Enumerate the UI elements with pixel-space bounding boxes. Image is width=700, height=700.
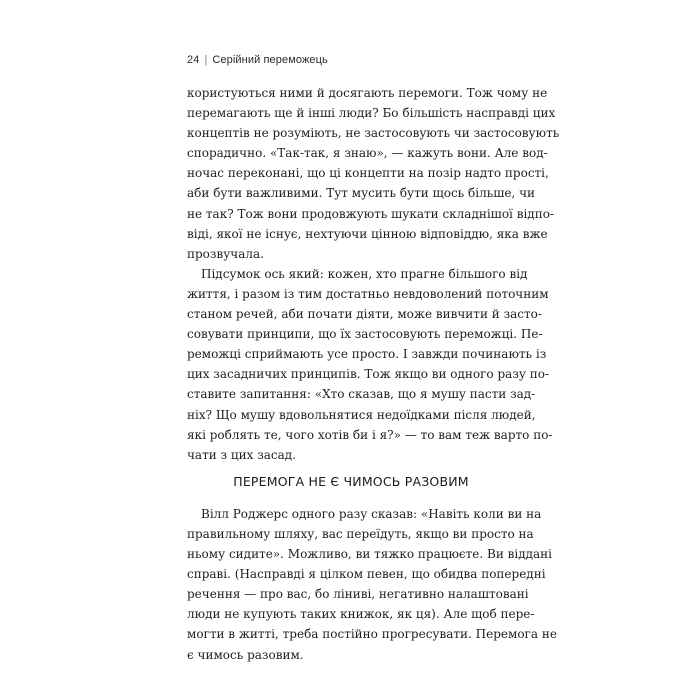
paragraph: [187, 504, 557, 665]
text-line: станом речей, аби почати діяти, може вивчити й засто-: [187, 307, 542, 322]
text-line: могти в житті, треба постійно прогресувати. Перемога не: [187, 627, 557, 642]
text-line: цих засадничих принципів. Тож якщо ви одного разу по-: [187, 367, 549, 382]
text-line: люди не купують таких книжок, як ця). Але щоб пере-: [187, 607, 535, 622]
text-line: віді, якої не існує, нехтуючи цінною відповіддю, яка вже: [187, 226, 548, 241]
running-header: [187, 54, 328, 66]
header-separator: |: [204, 54, 208, 66]
text-line: Підсумок ось який: кожен, хто прагне більшого від: [201, 266, 528, 281]
text-line: правильному шляху, вас переїдуть, якщо ви просто на: [187, 526, 534, 541]
text-line: чати з цих засад.: [187, 447, 296, 462]
text-line: ставите запитання: «Хто сказав, що я мушу пасти зад-: [187, 387, 536, 402]
text-line: ньому сидите». Можливо, ви тяжко працюєте. Ви віддані: [187, 547, 552, 562]
text-line: спорадично. «Так-так, я знаю», — кажуть вони. Але вод-: [187, 146, 548, 161]
text-line: життя, і разом із тим достатньо невдоволений поточним: [187, 286, 549, 301]
text-line: перемагають ще й інші люди? Бо більшість насправді цих: [187, 106, 556, 121]
paragraph: [187, 83, 560, 264]
text-line: речення — про вас, бо ліниві, негативно налаштовані: [187, 587, 529, 602]
text-line: справі. (Насправді я цілком певен, що обидва попередні: [187, 567, 546, 582]
text-line: Вілл Роджерс одного разу сказав: «Навіть коли ви на: [201, 506, 542, 521]
text-line: прозвучала.: [187, 246, 264, 261]
text-line: концептів не розуміють, не застосовують чи застосовують: [187, 126, 560, 141]
text-line: аби бути важливими. Тут мусить бути щось більше, чи: [187, 186, 536, 201]
text-line: ніх? Що мушу вдовольнятися недоїдками після людей,: [187, 407, 536, 422]
text-line: реможці сприймають усе просто. І завжди починають із: [187, 347, 547, 362]
text-line: не так? Тож вони продовжують шукати складнішої відпо-: [187, 206, 554, 221]
book-title: Серійний переможець: [212, 54, 328, 66]
text-line: користуються ними й досягають перемоги. Тож чому не: [187, 86, 548, 100]
paragraph: [187, 264, 553, 465]
text-line: совувати принципи, що їх застосовують переможці. Пе-: [187, 327, 543, 342]
text-line: є чимось разовим.: [187, 647, 304, 662]
section-heading: ПЕРЕМОГА НЕ Є ЧИМОСЬ РАЗОВИМ: [233, 473, 469, 489]
body-text: [187, 83, 560, 665]
text-line: ночас переконані, що ці концепти на позір надто прості,: [187, 166, 549, 181]
text-line: які роблять те, чого хотів би і я?» — то вам теж варто по-: [187, 427, 553, 442]
page-number: 24: [187, 54, 200, 66]
